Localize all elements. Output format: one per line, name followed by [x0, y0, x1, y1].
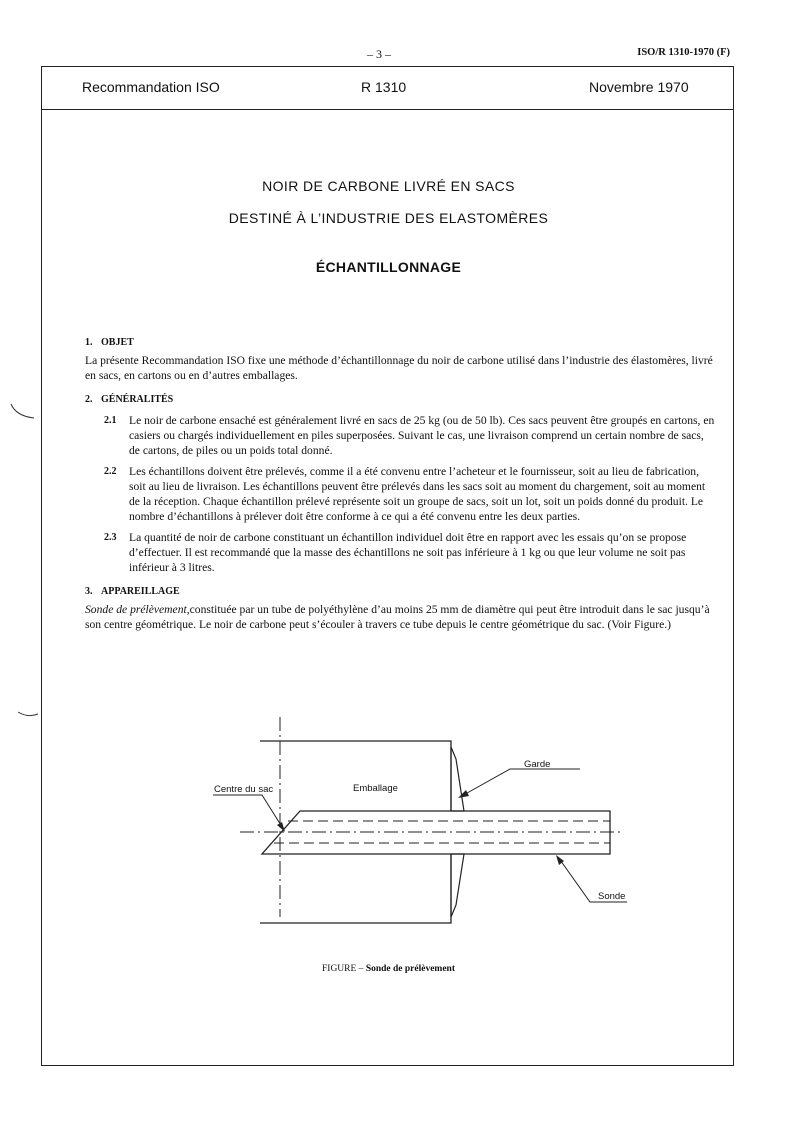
title-line-1: NOIR DE CARBONE LIVRÉ EN SACS — [262, 178, 515, 194]
section-number: 2. — [85, 394, 93, 405]
section-number: 1. — [85, 337, 93, 348]
page-frame — [41, 66, 734, 1066]
section-2-heading — [85, 392, 717, 407]
section-3-text — [85, 602, 717, 632]
packaging-outline-top — [260, 741, 451, 811]
subsection-text: Le noir de carbone ensaché est généralement livré en sacs de 25 kg (ou de 50 lb). Ces sacs peuvent être groupés en cartons, en casiers ou chargés individuellement en piles superposées. Suivant le cas, une livraison comprend un certain nombre de sacs, de cartons, de piles ou un poids total donné. — [129, 414, 715, 457]
subsection-number: 2.1 — [104, 415, 117, 426]
section-3-body: constituée par un tube de polyéthylène d’au moins 25 mm de diamètre qui peut être introduit dans le sac jusqu’à son centre géométrique. Le noir de carbone peut s’écouler à travers ce tube depuis le centre géométrique du sac. (Voir Figure.) — [85, 603, 710, 631]
header-recommendation: Recommandation ISO — [82, 79, 220, 95]
label-sonde: Sonde — [598, 891, 626, 902]
page-number: – 3 – — [367, 47, 391, 61]
probe-figure — [160, 717, 680, 972]
centre-arrowhead — [277, 822, 285, 832]
subsection-number: 2.3 — [104, 532, 117, 543]
section-title: OBJET — [101, 337, 134, 348]
italic-term: Sonde de prélèvement, — [85, 603, 190, 616]
packaging-outline-bottom — [260, 854, 451, 923]
subsection-2-3 — [85, 530, 717, 575]
document-reference: ISO/R 1310-1970 (F) — [637, 47, 730, 58]
guard-leader — [460, 769, 580, 797]
guard-arrowhead — [458, 790, 469, 798]
label-centre-du-sac: Centre du sac — [214, 784, 274, 795]
label-emballage: Emballage — [353, 783, 398, 794]
figure-caption-prefix: FIGURE – — [322, 964, 366, 974]
subsection-number: 2.2 — [104, 466, 117, 477]
title-line-2: DESTINÉ À L’INDUSTRIE DES ELASTOMÈRES — [228, 210, 549, 226]
guard-top — [451, 747, 464, 811]
section-title: APPAREILLAGE — [101, 586, 180, 597]
section-number: 3. — [85, 586, 93, 597]
subsection-text: La quantité de noir de carbone constituant un échantillon individuel doit être en rapport avec les essais qu’on se propose d’effectuer. Il est recommandé que la masse des échantillons ne soit pas inférieure à 1 kg ou que leur volume ne soit pas inférieur à 3 litres. — [129, 531, 687, 574]
section-3-heading — [85, 584, 717, 599]
subsection-text: Les échantillons doivent être prélevés, comme il a été convenu entre l’acheteur et le fournisseur, soit au lieu de fabrication, soit au lieu de livraison. Les échantillons peuvent être prélevés dans les sacs soit au moment du chargement, soit au moment de la réception. Chaque échantillon prélevé représente soit un groupe de sacs, soit un lot, soit un poids donné du produit. Le nombre d’échantillons à prélever doit être conforme à ce qui a été convenu entre les deux parties. — [129, 465, 706, 523]
margin-mark-bottom — [16, 704, 42, 722]
guard-bottom — [451, 854, 464, 917]
figure-caption — [42, 964, 735, 974]
subsection-2-2 — [85, 464, 717, 524]
section-1-text: La présente Recommandation ISO fixe une méthode d’échantillonnage du noir de carbone utilisé dans l’industrie des élastomères, livré en sacs, en cartons ou en d’autres emballages. — [85, 354, 713, 382]
figure-caption-title: Sonde de prélèvement — [365, 964, 455, 974]
subsection-2-1 — [85, 413, 717, 458]
centre-leader — [213, 795, 284, 830]
header-date: Novembre 1970 — [589, 79, 689, 95]
section-1-heading — [85, 335, 717, 350]
section-title: GÉNÉRALITÉS — [101, 394, 174, 405]
margin-mark-top — [8, 400, 38, 424]
body-content — [85, 335, 717, 632]
header-number: R 1310 — [361, 79, 407, 95]
label-garde: Garde — [524, 759, 551, 770]
title-line-3: ÉCHANTILLONNAGE — [315, 259, 462, 275]
header-row — [42, 67, 733, 110]
